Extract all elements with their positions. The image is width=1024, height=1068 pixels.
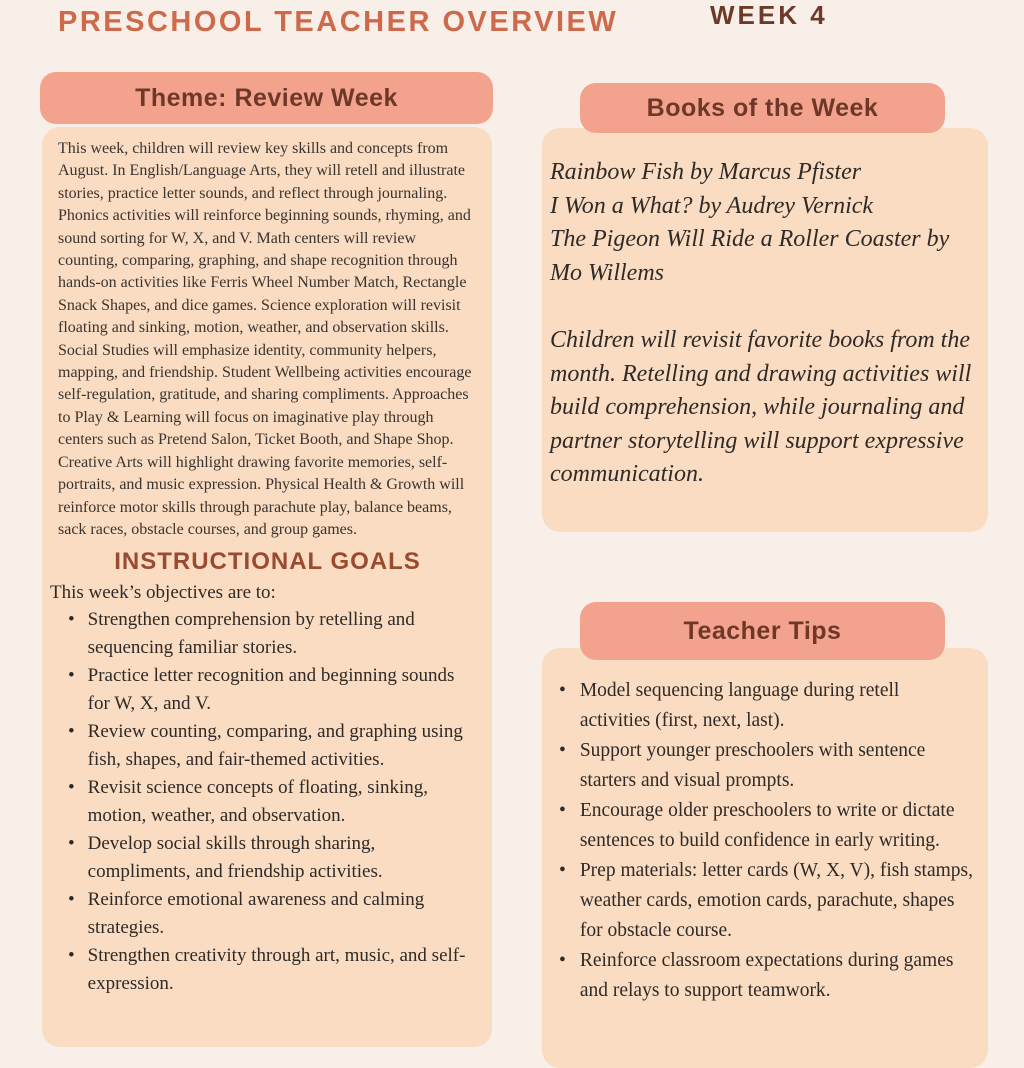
goal-item	[58, 886, 477, 942]
tip-item-text: • Model sequencing language during retell activities (first, next, last).	[579, 680, 900, 731]
books-header-pill	[580, 83, 945, 133]
book-title: I Won a What? by Audrey Vernick	[550, 192, 874, 219]
tip-item-text: • Prep materials: letter cards (W, X, V), fish stamps, weather cards, emotion cards, parachute, shapes for obstacle course.	[579, 860, 973, 941]
tip-item	[557, 676, 974, 736]
goal-item	[58, 830, 477, 886]
goal-item	[58, 662, 477, 718]
goal-item-text: • Review counting, comparing, and graphing using fish, shapes, and fair-themed activities.	[87, 721, 463, 771]
week-label: WEEK 4	[710, 0, 828, 30]
goal-item-text: • Practice letter recognition and beginning sounds for W, X, and V.	[87, 665, 455, 715]
tip-item	[557, 946, 974, 1006]
goal-item	[58, 942, 477, 998]
theme-panel	[42, 127, 492, 1047]
page-title: PRESCHOOL TEACHER OVERVIEW	[58, 6, 619, 38]
book-title: The Pigeon Will Ride a Roller Coaster by Mo Willems	[550, 226, 950, 286]
goal-item	[58, 718, 477, 774]
goal-item-text: • Reinforce emotional awareness and calming strategies.	[87, 889, 425, 939]
tip-list	[557, 676, 974, 1006]
tip-item-text: • Support younger preschoolers with sentence starters and visual prompts.	[579, 740, 926, 791]
goal-item	[58, 606, 477, 662]
teacher-tips-panel	[542, 648, 988, 1068]
books-note: Children will revisit favorite books from the month. Retelling and drawing activities will build comprehension, while journaling and partner storytelling will support expressive communication.	[550, 327, 972, 487]
tip-item	[557, 736, 974, 796]
books-panel	[542, 128, 988, 532]
goal-item-text: • Strengthen comprehension by retelling and sequencing familiar stories.	[87, 609, 415, 659]
tip-item-text: • Reinforce classroom expectations during games and relays to support teamwork.	[579, 950, 954, 1001]
theme-header-label: Theme: Review Week	[135, 83, 398, 112]
instructional-goals-heading: INSTRUCTIONAL GOALS	[114, 548, 421, 576]
teacher-tips-header-label: Teacher Tips	[683, 616, 842, 645]
books-header-label: Books of the Week	[646, 93, 879, 122]
goal-item-text: • Develop social skills through sharing, compliments, and friendship activities.	[87, 833, 383, 883]
theme-description: This week, children will review key skills and concepts from August. In English/Language Arts, they will retell and illustrate stories, practice letter sounds, and reflect through journaling. Phonics activities will reinforce beginning sounds, rhyming, and sound sorting for W, X, and V. Math centers will review counting, comparing, graphing, and shape recognition through hands-on activities like Ferris Wheel Number Match, Rectangle Snack Shapes, and dice games. Science exploration will revisit floating and sinking, motion, weather, and observation skills. Social Studies will emphasize identity, community helpers, mapping, and friendship. Student Wellbeing activities encourage self-regulation, gratitude, and sharing compliments. Approaches to Play & Learning will focus on imaginative play through centers such as Pretend Salon, Ticket Booth, and Shape Shop. Creative Arts will highlight drawing favorite memories, self-portraits, and music expression. Physical Health & Growth will reinforce motor skills through parachute play, balance beams, sack races, obstacle courses, and group games.	[58, 140, 472, 538]
goal-item-text: • Strengthen creativity through art, music, and self-expression.	[87, 945, 466, 995]
teacher-tips-header-pill	[580, 602, 945, 660]
goal-item	[58, 774, 477, 830]
goal-list	[58, 606, 477, 998]
goals-intro: This week’s objectives are to:	[50, 582, 276, 604]
goal-item-text: • Revisit science concepts of floating, sinking, motion, weather, and observation.	[87, 777, 428, 827]
tip-item	[557, 796, 974, 856]
tip-item-text: • Encourage older preschoolers to write or dictate sentences to build confidence in early writing.	[579, 800, 955, 851]
theme-header-pill	[40, 72, 493, 124]
tip-item	[557, 856, 974, 946]
book-title: Rainbow Fish by Marcus Pfister	[550, 159, 862, 185]
